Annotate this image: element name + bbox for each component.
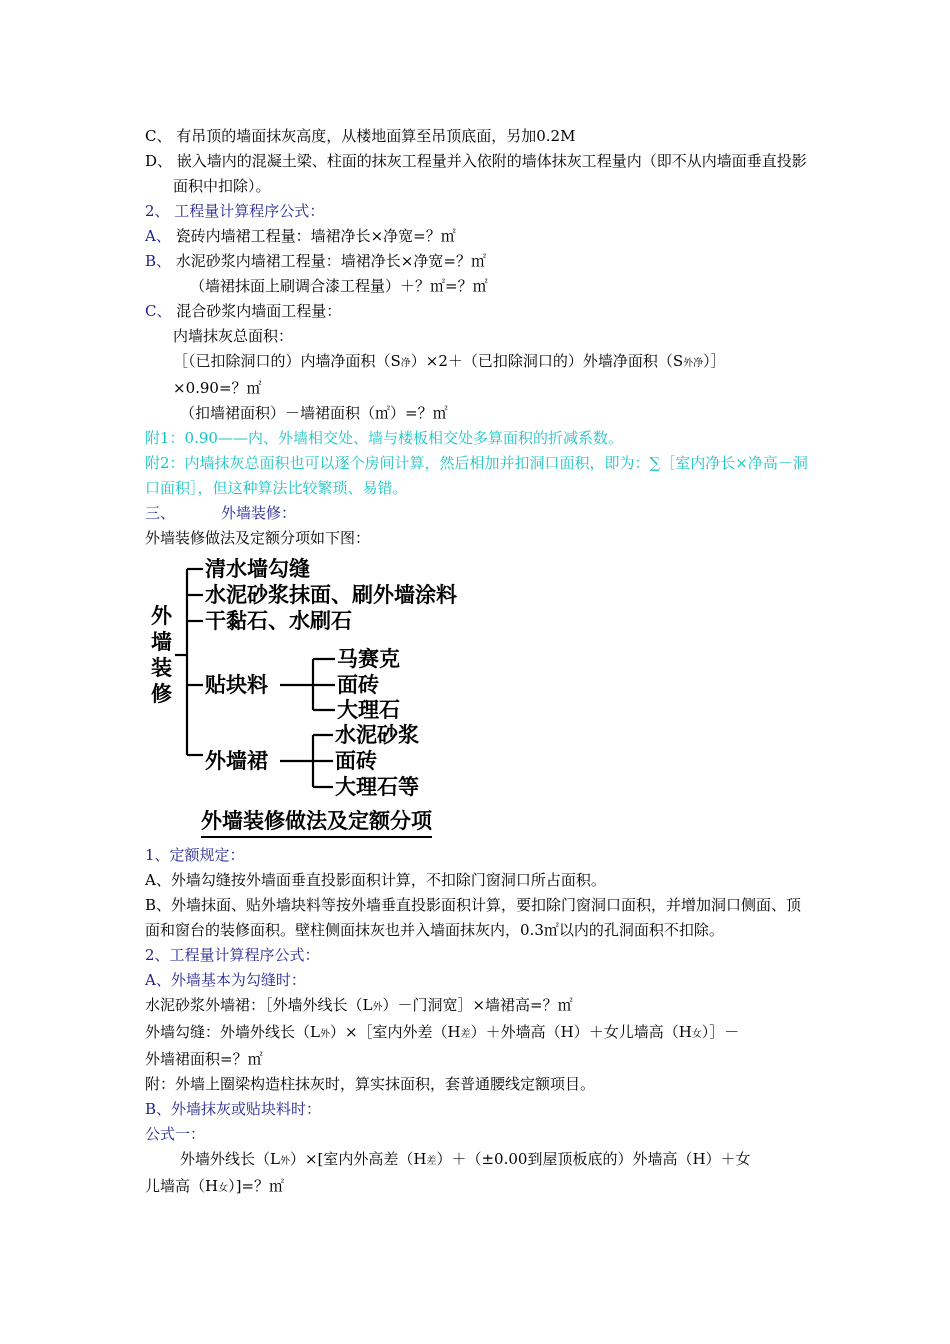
section-heading-formula: 2、 工程量计算程序公式： (145, 202, 325, 220)
rule-d: D、 嵌入墙内的混凝土梁、柱面的抹灰工程量并入依附的墙体抹灰工程量内（即不从内墙面垂直投影面积中扣除）。 (145, 152, 807, 195)
quota-rules-heading: 1、定额规定： (145, 846, 245, 864)
tile-item: 马赛克 (337, 647, 400, 671)
formula-one-label: 公式一： (145, 1125, 206, 1143)
formula-b (145, 249, 810, 274)
formula-part: 儿墙高（H (145, 1177, 219, 1195)
formula-pointing (145, 1020, 810, 1047)
formula-part: ）]=？㎡ (228, 1177, 285, 1195)
subscript: 差 (460, 1029, 471, 1040)
exterior-wall-diagram (145, 555, 545, 837)
quota-rule-b: B、外墙抹面、贴外墙块料等按外墙垂直投影面积计算，要扣除门窗洞口面积，并增加洞口侧面、顶面和窗台的装修面积。壁柱侧面抹灰也并入墙面抹灰内，0.3㎡以内的孔洞面积不扣除。 (145, 896, 802, 939)
subscript: 女 (691, 1029, 702, 1040)
section-three-heading (145, 501, 810, 526)
formula-part: ）×[室内外高差（H (289, 1150, 427, 1168)
root-char: 墙 (151, 630, 172, 654)
formula-c-part3: ）］ (703, 352, 726, 370)
formula-c-total: 内墙抹灰总面积： (173, 327, 294, 345)
formula-a-label: A、 (145, 227, 171, 245)
formula-b-label: B、 (145, 252, 172, 270)
branch-tiles: 贴块料 (205, 673, 268, 697)
formula-c-factor: ×0.90=？㎡ (173, 379, 262, 397)
formula-part: ）＋（±0.00到屋顶板底的）外墙高（H）＋女 (436, 1150, 751, 1168)
rule-c: C、 有吊顶的墙面抹灰高度，从楼地面算至吊顶底面，另加0.2M (145, 127, 576, 145)
note-1: 附1：0.90——内、外墙相交处、墙与楼板相交处多算面积的折减系数。 (145, 429, 623, 447)
formula-part: 外墙勾缝：外墙外线长（L (145, 1023, 320, 1041)
subscript: 净 (400, 358, 411, 369)
skirt-item: 水泥砂浆 (335, 723, 419, 747)
branch-pointing: 清水墙勾缝 (205, 557, 310, 581)
subscript: 差 (426, 1156, 437, 1167)
formula-one-line2 (145, 1174, 810, 1201)
formula-part: 水泥砂浆外墙裙：［外墙外线长（L (145, 996, 373, 1014)
note-2: 附2：内墙抹灰总面积也可以逐个房间计算，然后相加并扣洞口面积，即为：∑［室内净长×净高－洞口面积］，但这种算法比较繁琐、易错。 (145, 454, 808, 497)
tile-item: 面砖 (337, 673, 379, 697)
formula-part: ）×［室内外差（H (329, 1023, 461, 1041)
subscript: 外 (279, 1156, 290, 1167)
root-char: 装 (151, 656, 172, 680)
diagram-caption: 外墙装修做法及定额分项 (201, 805, 432, 838)
formula-c-deduct: （扣墙裙面积）－墙裙面积（㎡）=？㎡ (180, 404, 448, 422)
formula-part: ）－门洞宽］×墙裙高=？㎡ (382, 996, 573, 1014)
note-beam: 附：外墙上圈梁构造柱抹灰时，算实抹面积，套普通腰线定额项目。 (145, 1075, 596, 1093)
skirt-item: 大理石等 (335, 775, 419, 799)
formula-skirt (145, 993, 810, 1020)
subscript: 外净 (683, 358, 704, 369)
diagram-root (151, 603, 175, 707)
formula-c (145, 299, 810, 324)
formula-heading-2: 2、工程量计算程序公式： (145, 946, 320, 964)
case-b-heading: B、外墙抹灰或贴块料时： (145, 1100, 322, 1118)
document-page (145, 124, 810, 1201)
case-a-heading: A、外墙基本为勾缝时： (145, 971, 306, 989)
formula-c-part1: ［（已扣除洞口的）内墙净面积（S (173, 352, 401, 370)
branch-wall-skirt: 外墙裙 (205, 749, 268, 773)
branch-stone-finish: 干黏石、水刷石 (205, 609, 352, 633)
formula-c-text: 混合砂浆内墙面工程量： (171, 302, 342, 320)
subscript: 女 (218, 1183, 229, 1194)
formula-c-part2: ）×2＋（已扣除洞口的）外墙净面积（S (410, 352, 684, 370)
subscript: 外 (319, 1029, 330, 1040)
formula-b-text: 水泥砂浆内墙裙工程量：墙裙净长×净宽=？㎡ (171, 252, 486, 270)
subscript: 外 (372, 1002, 383, 1013)
tile-item: 大理石 (337, 698, 400, 722)
root-char: 外 (151, 604, 172, 628)
formula-a-text: 瓷砖内墙裙工程量：墙裙净长×净宽=？㎡ (170, 227, 456, 245)
skirt-item: 面砖 (335, 749, 377, 773)
section-title: 外墙装修： (221, 504, 297, 522)
quota-rule-a: A、外墙勾缝按外墙面垂直投影面积计算，不扣除门窗洞口所占面积。 (145, 871, 606, 889)
root-char: 修 (151, 682, 172, 706)
formula-one-line1 (145, 1147, 810, 1174)
formula-part: ）］－ (701, 1023, 740, 1041)
formula-pointing-cont: 外墙裙面积=？㎡ (145, 1050, 263, 1068)
formula-part: 外墙外线长（L (180, 1150, 280, 1168)
formula-a (145, 224, 810, 249)
formula-c-label: C、 (145, 302, 172, 320)
diagram-intro: 外墙装修做法及定额分项如下图： (145, 529, 371, 547)
branch-cement-plaster: 水泥砂浆抹面、刷外墙涂料 (205, 583, 457, 607)
formula-c-expression (145, 349, 810, 376)
formula-b-sub: （墙裙抹面上刷调合漆工程量）＋？㎡=？㎡ (190, 277, 488, 295)
formula-part: ）＋外墙高（H）＋女儿墙高（H (470, 1023, 692, 1041)
section-number: 三、 (145, 504, 176, 522)
